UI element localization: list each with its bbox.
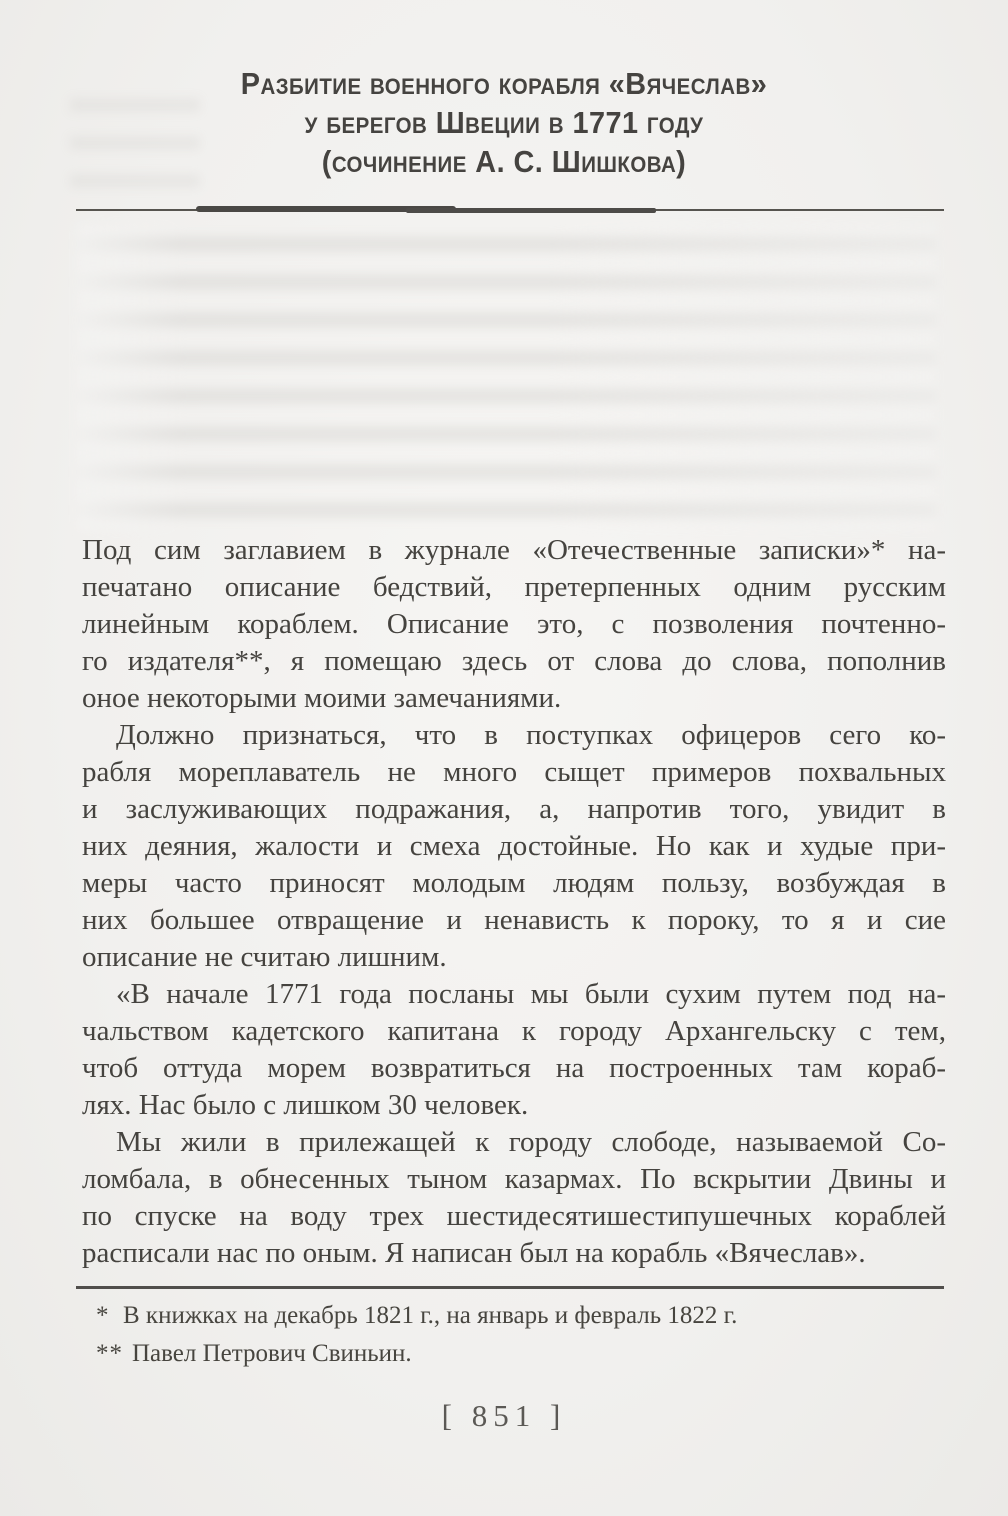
- text-line: Должно признаться, что в поступках офицеров сего ко-: [116, 719, 946, 751]
- text-line: ломбала, в обнесенных тыном казармах. По вскрытии Двины и: [82, 1163, 946, 1195]
- text-line: них деяния, жалости и смеха достойные. Но как и худые при-: [82, 830, 946, 862]
- text-line: описание не считаю лишним.: [82, 941, 447, 973]
- footnote-2-text: Павел Петрович Свиньин.: [132, 1340, 412, 1367]
- text-line: расписали нас по оным. Я написан был на корабль «Вячеслав».: [82, 1237, 866, 1269]
- footnotes: [82, 1297, 946, 1373]
- paragraph-4: [82, 1124, 946, 1272]
- text-line: печатано описание бедствий, претерпенных одним русским: [82, 571, 946, 603]
- text-line: Под сим заглавием в журнале «Отечественные записки»* на-: [82, 534, 946, 566]
- page-number: [ 851 ]: [441, 1398, 567, 1433]
- chapter-title: [35, 64, 972, 181]
- text-line: Мы жили в прилежащей к городу слободе, называемой Со-: [116, 1126, 946, 1158]
- text-line: них большее отвращение и ненависть к пороку, то я и сие: [82, 904, 946, 936]
- paragraph-2: [82, 717, 946, 976]
- footnote-1-marker: *: [96, 1302, 110, 1329]
- text-line: «В начале 1771 года посланы мы были сухим путем под на-: [116, 978, 946, 1010]
- text-line: чтоб оттуда морем возвратиться на построенных там кораб-: [82, 1052, 946, 1084]
- chapter-title-line-1: Разбитие военного корабля «Вячеслав»: [240, 66, 768, 101]
- bleedthrough-text-area: [78, 224, 936, 530]
- footnote-2-marker: **: [96, 1340, 123, 1367]
- text-line: рабля мореплаватель не много сыщет примеров похвальных: [82, 756, 946, 788]
- footnote-1-text: В книжках на декабрь 1821 г., на январь и февраль 1822 г.: [123, 1302, 738, 1329]
- body-text: [82, 532, 946, 1272]
- chapter-title-line-3: (сочинение А. С. Шишкова): [321, 144, 687, 179]
- text-line: го издателя**, я помещаю здесь от слова до слова, пополнив: [82, 645, 946, 677]
- title-rule-thick: [406, 208, 656, 213]
- text-line: чальством кадетского капитана к городу Архангельску с тем,: [82, 1015, 946, 1047]
- paragraph-1: [82, 532, 946, 717]
- paragraph-3: [82, 976, 946, 1124]
- footnote-2: [82, 1335, 946, 1373]
- text-line: оное некоторыми моими замечаниями.: [82, 682, 562, 714]
- title-rule: [76, 206, 944, 214]
- text-line: лях. Нас было с лишком 30 человек.: [82, 1089, 529, 1121]
- footnote-rule: [76, 1286, 944, 1289]
- text-line: по спуске на воду трех шестидесятишестипушечных кораблей: [82, 1200, 946, 1232]
- text-line: меры часто приносят молодым людям пользу, возбуждая в: [82, 867, 946, 899]
- text-line: линейным кораблем. Описание это, с позволения почтенно-: [82, 608, 946, 640]
- chapter-title-line-2: у берегов Швеции в 1771 году: [304, 105, 704, 140]
- text-line: и заслуживающих подражания, а, напротив того, увидит в: [82, 793, 946, 825]
- footnote-1: [82, 1297, 946, 1335]
